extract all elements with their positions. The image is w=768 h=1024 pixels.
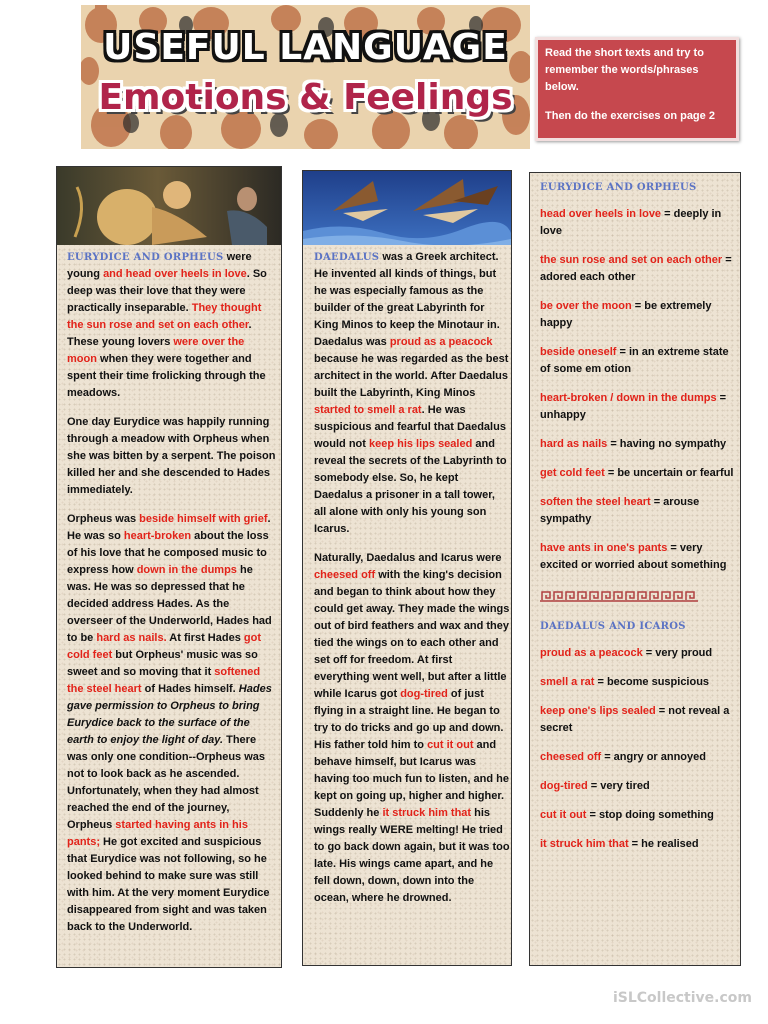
glossary-entry [540,436,736,453]
glossary-entry [540,749,736,766]
story1-phrase: beside himself with grief [139,513,268,525]
glossary-phrase: beside oneself [540,346,617,358]
glossary-entry [540,645,736,662]
glossary-entry [540,778,736,795]
story-panel-daedalus [302,170,512,966]
glossary-meaning: = having no sympathy [607,438,727,450]
story1-heading: EURYDICE AND ORPHEUS [67,252,224,263]
glossary-meaning: = not reveal a secret [540,705,730,734]
glossary-entry [540,206,736,240]
glossary-phrase: keep one's lips sealed [540,705,656,717]
story1-phrase: and head over heels in love [103,268,247,280]
story2-phrase: cut it out [427,739,474,751]
glossary-entry [540,807,736,824]
glossary-phrase: cheesed off [540,751,602,763]
orpheus-eurydice-image [57,167,281,245]
story1-italic-text: Hades gave permission to Orpheus to bring Eurydice back to the surface of the earth to enjoy the light of day. [67,683,272,746]
glossary-phrase: cut it out [540,809,587,821]
story2-phrase: cheesed off [314,569,376,581]
glossary-phrase: it struck him that [540,838,629,850]
story1-phrase: started having ants in his pants; [67,819,248,848]
story2-text: because he was regarded as the best architect in the world. After Daedalus built the Labyrinth, King Minos [314,353,509,399]
story1-text: Orpheus was [67,513,140,525]
story-text-daedalus [314,249,510,919]
glossary-phrase: get cold feet [540,467,605,479]
glossary-phrase: soften the steel heart [540,496,651,508]
story2-phrase: dog-tired [400,688,448,700]
story2-phrase: started to smell a rat [314,404,422,416]
story-panel-eurydice-orpheus [56,166,282,968]
glossary-entry [540,252,736,286]
glossary-entry [540,703,736,737]
story2-phrase: it struck him that [382,807,472,819]
story2-text: with the king's decision and began to think about how they could get away. They made the wings out of bird feathers and wax and they tied the wings on to each other and set off for freedom. At first everything went well, but after a little while Icarus got [314,569,510,700]
story1-phrase: hard as nails. [96,632,167,644]
glossary-entry [540,390,736,424]
story1-paragraph-2: One day Eurydice was happily running through a meadow with Orpheus when she was bitten by a serpent. The poison killed her and she descended to Hades immediately. [67,416,276,496]
story1-text: about the loss of his love that he composed music to express how [67,530,269,576]
glossary-phrase: dog-tired [540,780,588,792]
glossary-entry [540,494,736,528]
story1-text: of Hades himself. [141,683,239,695]
glossary-meaning: = be uncertain or fearful [604,467,734,479]
glossary-meaning: = be extremely happy [540,300,712,329]
story2-phrase: proud as a peacock [389,336,493,348]
story1-paragraph-3 [67,511,277,936]
glossary-heading-eurydice-orpheus: EURYDICE AND ORPHEUS [540,182,697,193]
glossary-phrase: smell a rat [540,676,595,688]
glossary-entry [540,465,736,482]
glossary-entry [540,344,736,378]
glossary-phrase: the sun rose and set on each other [540,254,723,266]
glossary-phrase: have ants in one's pants [540,542,668,554]
story2-text: and behave himself, but Icarus was having too much fun to listen, and he kept on going up, higher and higher. Suddenly he [314,739,509,819]
banner-title-useful-language: USEFUL LANGUAGE [103,27,508,68]
story1-phrase: down in the dumps [136,564,237,576]
story1-text: were young [67,251,252,280]
story1-text: There was only one condition--Orpheus was not to look back as he ascended. Unfortunately, when they had almost reached the end of the journey, Orpheus [67,734,266,831]
glossary-meaning: = become suspicious [594,676,710,688]
story1-text: . He was so [67,513,271,542]
glossary-heading-daedalus-icaros: DAEDALUS AND ICAROS [540,621,686,632]
story2-phrase: keep his lips sealed [368,438,473,450]
glossary-phrase: head over heels in love [540,208,662,220]
glossary-panel [529,172,741,966]
story1-phrase: heart-broken [123,530,192,542]
instructions-text-1: Read the short texts and try to remember the words/phrases below. [545,47,704,93]
story1-phrase: were over the moon [67,336,245,365]
glossary-meaning: = very tired [587,780,650,792]
glossary-meaning: = deeply in love [540,208,722,237]
glossary-entry [540,298,736,332]
story1-phrase: They thought the sun rose and set on each other [67,302,262,331]
glossary-meaning: = unhappy [540,392,727,421]
glossary-phrase: heart-broken / down in the dumps [540,392,717,404]
glossary-meaning: = adored each other [540,254,732,283]
glossary-phrase: be over the moon [540,300,632,312]
daedalus-icarus-flying-image [303,171,511,245]
meander-separator-icon [540,590,700,602]
story2-paragraph-1 [314,249,510,538]
story2-text: Naturally, Daedalus and Icarus were [314,552,502,564]
story1-text: . These young lovers [67,319,252,348]
story1-paragraph-1 [67,249,277,402]
glossary-meaning: = he realised [628,838,699,850]
glossary-entry [540,540,736,574]
site-watermark[interactable]: iSLCollective.com [612,990,752,1006]
glossary-meaning: = very excited or worried about something [540,542,727,571]
instructions-box [535,37,739,141]
story1-text: but Orpheus' music was so sweet and so moving that it [67,649,258,678]
story1-text: At first Hades [166,632,244,644]
story1-text: he was. He was so depressed that he decided address Hades. As the overseer of the Underworld, Hades had to be [67,564,272,644]
story2-paragraph-2 [314,550,510,907]
glossary-meaning: = angry or annoyed [601,751,706,763]
story2-heading: DAEDALUS [314,252,380,263]
glossary-entry [540,674,736,691]
instructions-text-2: Then do the exercises on page 2 [545,110,715,122]
glossary-meaning: = very proud [642,647,713,659]
glossary-meaning: = arouse sympathy [540,496,700,525]
story1-text: He got excited and suspicious that Eurydice was not following, so he looked behind to make sure was still with him. At the very moment Eurydice disappeared from sight and was taken back to the Underworld. [67,836,270,933]
story2-text: was a Greek architect. He invented all kinds of things, but he was especially famous as the builder of the great Labyrinth for King Minos to keep the Minotaur in. Daedalus was [314,251,500,348]
story1-phrase: softened the steel heart [67,666,261,695]
banner-title-emotions-feelings: Emotions & Feelings [98,77,513,118]
story1-text: when they were together and spent their time frolicking through the meadows. [67,353,266,399]
story2-text: . He was suspicious and fearful that Daedalus would not [314,404,506,450]
title-banner [81,5,530,149]
story1-phrase: got cold feet [67,632,261,661]
glossary-meaning: = stop doing something [586,809,714,821]
story2-text: of just flying in a straight line. He began to try to do tricks and go up and down. His father told him to [314,688,504,751]
glossary-list [540,179,736,865]
story1-text: . So deep was their love that they were practically inseparable. [67,268,267,314]
glossary-entry [540,836,736,853]
story2-text: his wings really WERE melting! He tried to go back down again, but it was too late. His wings came apart, and he fell down, down, down into the ocean, where he drowned. [314,807,510,904]
glossary-phrase: hard as nails [540,438,608,450]
glossary-phrase: proud as a peacock [540,647,643,659]
story2-text: and reveal the secrets of the Labyrinth to somebody else. So, he kept Daedalus a prisoner in a tall tower, all alone with only his young son Icarus. [314,438,507,535]
story-text-eurydice-orpheus [67,249,277,948]
glossary-meaning: = in an extreme state of some em otion [540,346,729,375]
